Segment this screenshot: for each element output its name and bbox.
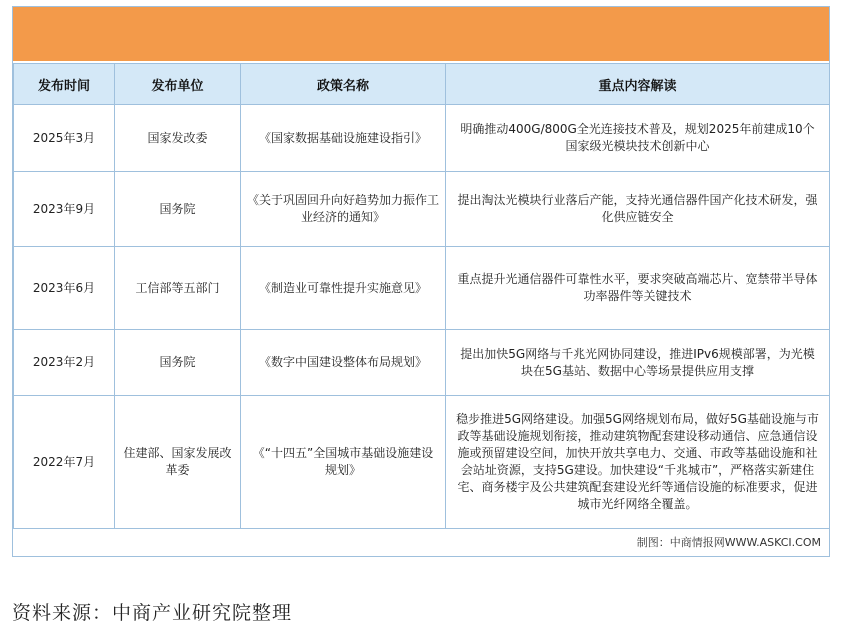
- cell-policy: 《制造业可靠性提升实施意见》: [241, 247, 446, 330]
- table-row: [14, 396, 830, 529]
- source-note: 资料来源：中商产业研究院整理: [12, 602, 293, 624]
- cell-content: 稳步推进5G网络建设。加强5G网络规划布局，做好5G基础设施与市政等基础设施规划衔接，推动建筑物配套建设移动通信、应急通信设施或预留建设空间，加快开放共享电力、交通、市政等基础设施和社会站址资源，支持5G建设。加快建设“千兆城市”，严格落实新建住宅、商务楼宇及公共建筑配套建设光纤等通信设施的标准要求，促进城市光纤网络全覆盖。: [446, 396, 830, 529]
- col-header-policy: 政策名称: [241, 64, 446, 105]
- col-header-content: 重点内容解读: [446, 64, 830, 105]
- cell-content: 明确推动400G/800G全光连接技术普及，规划2025年前建成10个国家级光模块技术创新中心: [446, 105, 830, 172]
- col-header-date: 发布时间: [14, 64, 115, 105]
- cell-content: 提出淘汰光模块行业落后产能，支持光通信器件国产化技术研发，强化供应链安全: [446, 172, 830, 247]
- table-row: [14, 105, 830, 172]
- cell-policy: 《数字中国建设整体布局规划》: [241, 330, 446, 396]
- cell-policy: 《“十四五”全国城市基础设施建设规划》: [241, 396, 446, 529]
- cell-agency: 国务院: [115, 330, 241, 396]
- table-row: [14, 172, 830, 247]
- cell-content: 重点提升光通信器件可靠性水平，要求突破高端芯片、宽禁带半导体功率器件等关键技术: [446, 247, 830, 330]
- cell-date: 2022年7月: [14, 396, 115, 529]
- table-row: [14, 247, 830, 330]
- cell-content: 提出加快5G网络与千兆光网协同建设，推进IPv6规模部署，为光模块在5G基站、数据中心等场景提供应用支撑: [446, 330, 830, 396]
- cell-agency: 国务院: [115, 172, 241, 247]
- cell-policy: 《关于巩固回升向好趋势加力振作工业经济的通知》: [241, 172, 446, 247]
- cell-date: 2023年6月: [14, 247, 115, 330]
- title-banner: [13, 7, 829, 63]
- policy-card: [12, 6, 830, 557]
- chart-credit: 制图：中商情报网WWW.ASKCI.COM: [636, 536, 821, 549]
- cell-agency: 住建部、国家发展改革委: [115, 396, 241, 529]
- cell-agency: 工信部等五部门: [115, 247, 241, 330]
- cell-date: 2023年2月: [14, 330, 115, 396]
- col-header-agency: 发布单位: [115, 64, 241, 105]
- cell-agency: 国家发改委: [115, 105, 241, 172]
- policy-table: [13, 63, 830, 529]
- table-row: [14, 330, 830, 396]
- table-header-row: [14, 64, 830, 105]
- cell-date: 2023年9月: [14, 172, 115, 247]
- cell-date: 2025年3月: [14, 105, 115, 172]
- cell-policy: 《国家数据基础设施建设指引》: [241, 105, 446, 172]
